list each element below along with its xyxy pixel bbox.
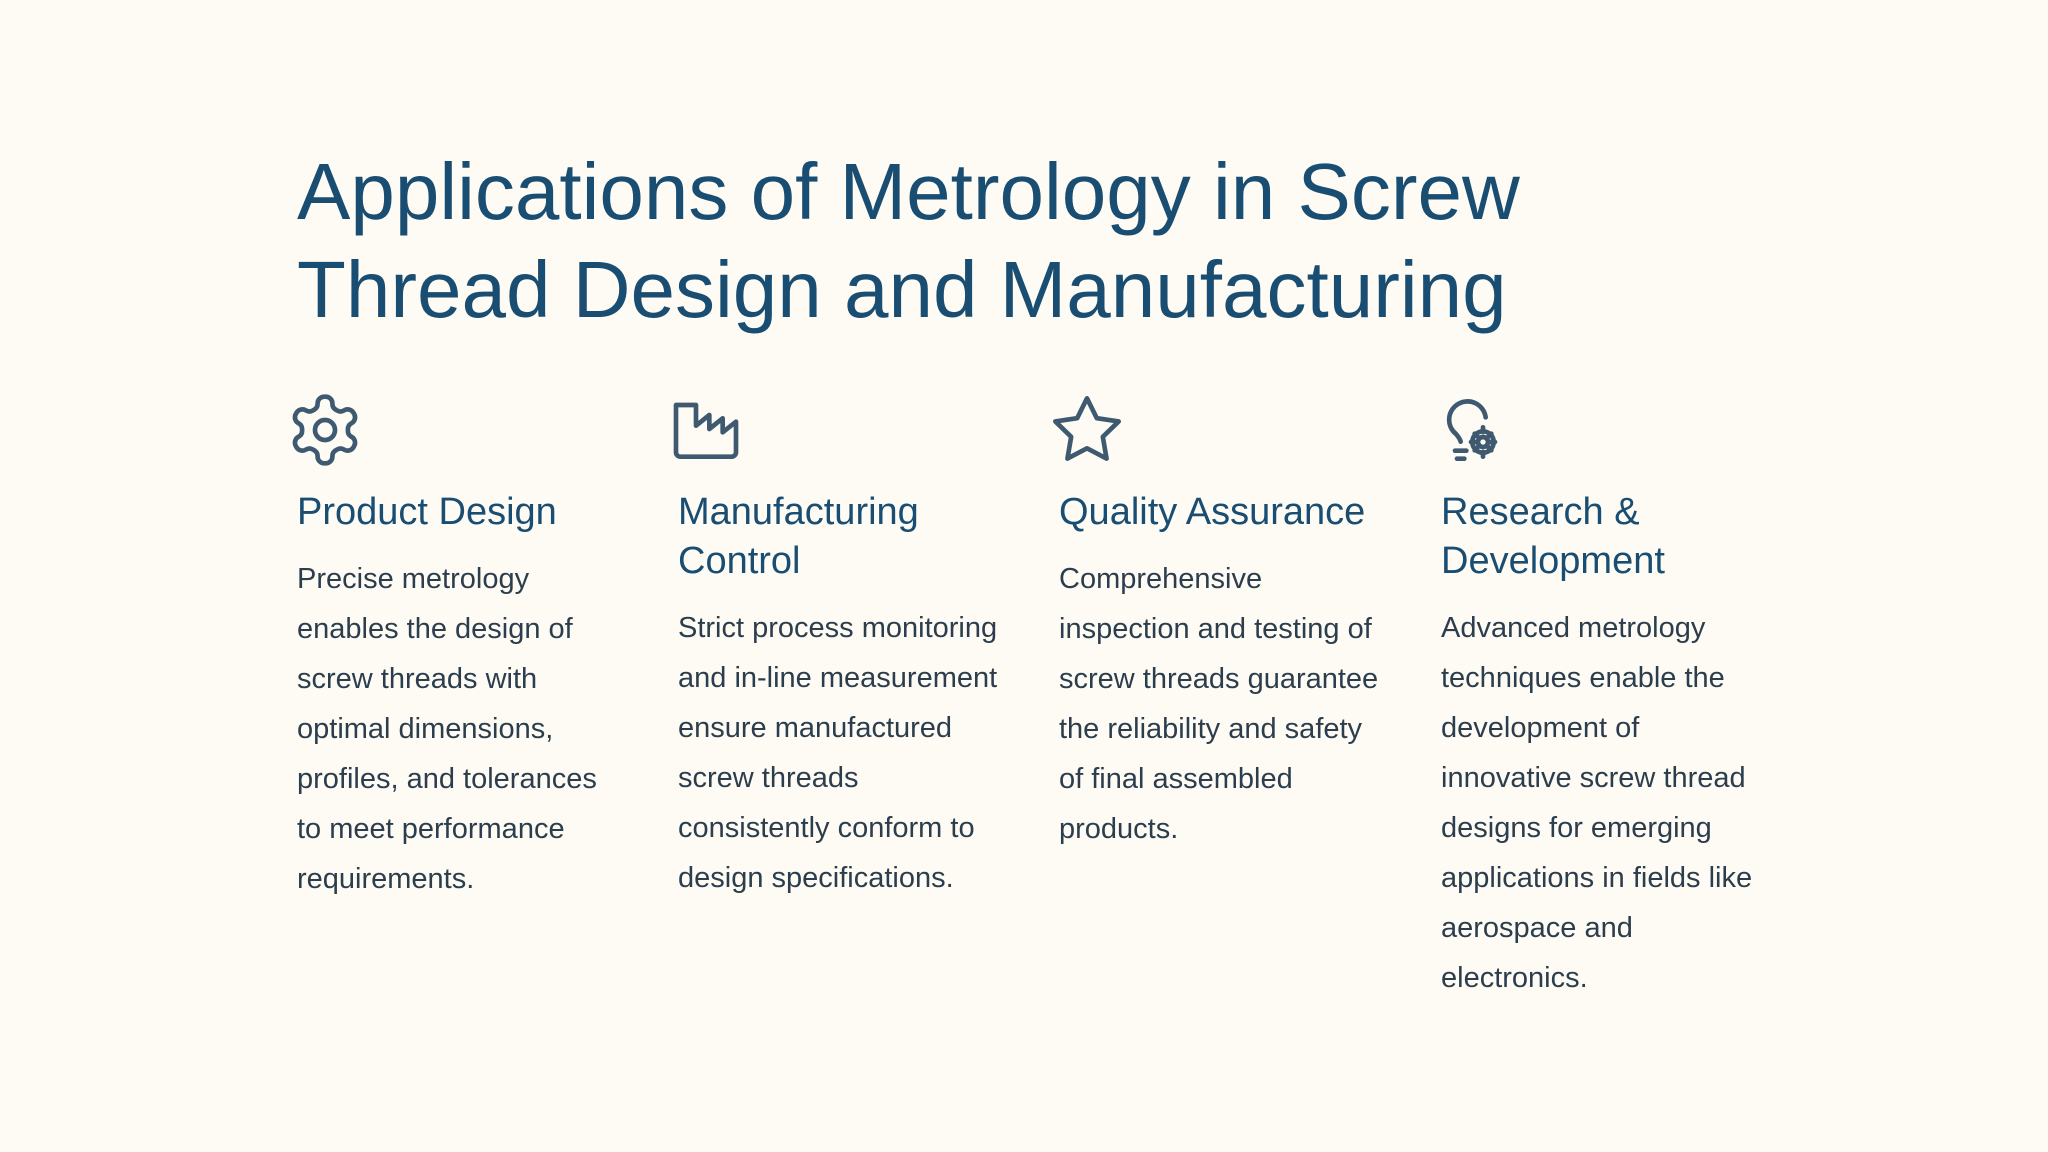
card-description: Precise metrology enables the design of screw threads with optimal dimensions, profiles, and tolerances to meet performance requirements. [297,563,597,895]
gear-icon [285,390,365,470]
slide-title: Applications of Metrology in Screw Thread Design and Manufacturing [297,147,1520,334]
factory-icon [666,390,746,470]
card-research-development [1441,390,1771,1003]
lightbulb-gear-icon [1429,390,1509,470]
card-description: Comprehensive inspection and testing of screw threads guarantee the reliability and safety of final assembled products. [1059,563,1379,845]
card-description: Advanced metrology techniques enable the development of innovative screw thread designs for emerging applications in fields like aerospace and electronics. [1441,612,1753,994]
card-description: Strict process monitoring and in-line measurement ensure manufactured screw threads consistently conform to design specifications. [678,612,998,894]
card-title: Product Design [297,491,557,533]
card-title: Manufacturing Control [678,491,919,582]
card-manufacturing-control [678,390,1008,903]
star-icon [1047,390,1127,470]
card-title: Research & Development [1441,491,1665,582]
card-product-design [297,390,627,904]
card-quality-assurance [1059,390,1389,854]
card-title: Quality Assurance [1059,491,1366,533]
